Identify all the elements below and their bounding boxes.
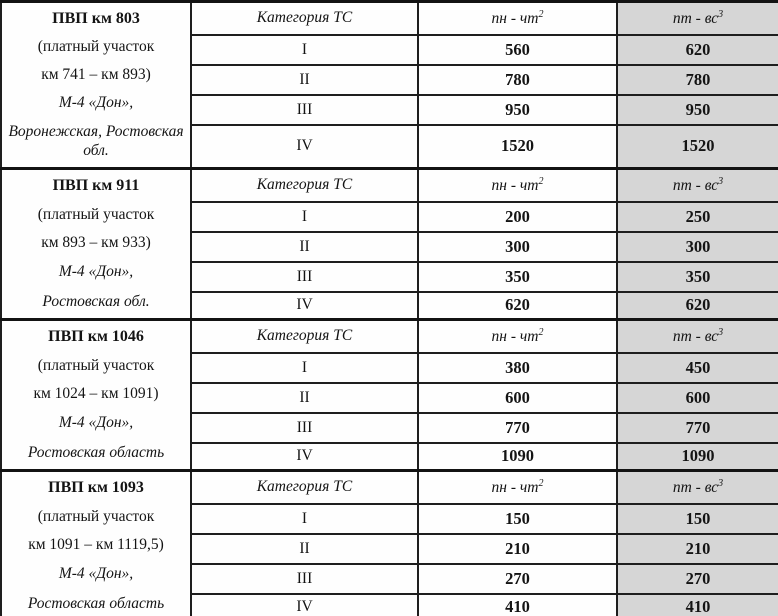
category-cell: II <box>191 534 418 564</box>
toll-plaza-subtitle: (платный участок <box>37 507 155 525</box>
weekday-rate-cell: 200 <box>418 202 617 232</box>
toll-plaza-info-cell <box>1 169 191 320</box>
weekend-rate-cell: 770 <box>617 413 778 443</box>
category-header-cell: Категория ТС <box>191 471 418 504</box>
toll-plaza-km-range: км 893 – км 933) <box>41 234 151 252</box>
toll-plaza-km-range: км 1024 – км 1091) <box>33 385 159 403</box>
category-cell: I <box>191 35 418 65</box>
section-pvp-km-1046 <box>1 320 778 471</box>
category-cell: IV <box>191 594 418 616</box>
toll-plaza-region: Ростовская область <box>27 594 165 612</box>
category-cell: I <box>191 353 418 383</box>
category-cell: I <box>191 504 418 534</box>
weekday-rate-cell: 1520 <box>418 125 617 169</box>
weekday-rate-cell: 600 <box>418 383 617 413</box>
weekday-header-cell: пн - $чт^2$ <box>418 320 617 353</box>
toll-plaza-road: М-4 «Дон», <box>58 94 134 111</box>
category-cell: III <box>191 95 418 125</box>
weekend-header-cell: пт - $вс^3$ <box>617 169 778 202</box>
table-row <box>1 169 778 202</box>
weekday-rate-cell: 150 <box>418 504 617 534</box>
weekday-header-cell: пн - $чт^2$ <box>418 169 617 202</box>
category-cell: III <box>191 413 418 443</box>
category-cell: III <box>191 262 418 292</box>
toll-plaza-info-cell <box>1 471 191 616</box>
table-row <box>1 471 778 504</box>
category-cell: IV <box>191 292 418 320</box>
category-header-cell: Категория ТС <box>191 2 418 35</box>
weekend-header-cell: пт - $вс^3$ <box>617 471 778 504</box>
weekend-rate-cell: 450 <box>617 353 778 383</box>
toll-plaza-km-range: км 1091 – км 1119,5) <box>28 536 164 554</box>
weekend-rate-cell: 270 <box>617 564 778 594</box>
toll-plaza-road: М-4 «Дон», <box>58 414 134 432</box>
weekday-rate-cell: 210 <box>418 534 617 564</box>
toll-plaza-title: ПВП км 1093 <box>48 479 144 497</box>
weekday-rate-cell: 770 <box>418 413 617 443</box>
weekend-rate-cell: 620 <box>617 292 778 320</box>
weekday-rate-cell: 780 <box>418 65 617 95</box>
toll-plaza-subtitle: (платный участок <box>37 38 155 55</box>
category-cell: II <box>191 232 418 262</box>
weekday-rate-cell: 620 <box>418 292 617 320</box>
weekend-rate-cell: 780 <box>617 65 778 95</box>
section-pvp-km-911 <box>1 169 778 320</box>
weekday-rate-cell: 560 <box>418 35 617 65</box>
toll-plaza-subtitle: (платный участок <box>37 205 155 223</box>
toll-plaza-road: М-4 «Дон», <box>58 565 134 583</box>
weekend-rate-cell: 150 <box>617 504 778 534</box>
weekend-header-cell: пт - $вс^3$ <box>617 320 778 353</box>
table-row <box>1 320 778 353</box>
weekend-rate-cell: 300 <box>617 232 778 262</box>
weekend-rate-cell: 250 <box>617 202 778 232</box>
category-cell: II <box>191 65 418 95</box>
toll-plaza-km-range: км 741 – км 893) <box>41 66 151 83</box>
toll-plaza-road: М-4 «Дон», <box>58 263 134 281</box>
weekend-rate-cell: 950 <box>617 95 778 125</box>
weekday-rate-cell: 950 <box>418 95 617 125</box>
toll-plaza-title: ПВП км 911 <box>52 177 140 195</box>
toll-plaza-title: ПВП км 1046 <box>48 328 144 346</box>
weekend-rate-cell: 210 <box>617 534 778 564</box>
category-header-cell: Категория ТС <box>191 320 418 353</box>
section-pvp-km-803 <box>1 2 778 169</box>
category-cell: IV <box>191 443 418 471</box>
table-row <box>1 2 778 35</box>
weekday-rate-cell: 410 <box>418 594 617 616</box>
weekday-rate-cell: 380 <box>418 353 617 383</box>
weekend-rate-cell: 350 <box>617 262 778 292</box>
weekday-rate-cell: 350 <box>418 262 617 292</box>
weekday-header-cell: пн - $чт^2$ <box>418 471 617 504</box>
toll-plaza-region: Воронежская, Ростовская обл. <box>8 123 184 159</box>
weekday-rate-cell: 1090 <box>418 443 617 471</box>
toll-plaza-info-cell <box>1 320 191 471</box>
weekday-rate-cell: 270 <box>418 564 617 594</box>
section-pvp-km-1093 <box>1 471 778 616</box>
category-cell: IV <box>191 125 418 169</box>
weekend-header-cell: пт - $вс^3$ <box>617 2 778 35</box>
toll-plaza-info-cell <box>1 2 191 169</box>
weekend-rate-cell: 1520 <box>617 125 778 169</box>
toll-plaza-region: Ростовская обл. <box>42 292 150 310</box>
category-cell: II <box>191 383 418 413</box>
weekday-header-cell: пн - $чт^2$ <box>418 2 617 35</box>
weekday-rate-cell: 300 <box>418 232 617 262</box>
toll-plaza-region: Ростовская область <box>27 443 165 461</box>
category-header-cell: Категория ТС <box>191 169 418 202</box>
weekend-rate-cell: 600 <box>617 383 778 413</box>
toll-plaza-title: ПВП км 803 <box>52 10 140 27</box>
weekend-rate-cell: 620 <box>617 35 778 65</box>
toll-plaza-subtitle: (платный участок <box>37 356 155 374</box>
category-cell: III <box>191 564 418 594</box>
category-cell: I <box>191 202 418 232</box>
weekend-rate-cell: 410 <box>617 594 778 616</box>
weekend-rate-cell: 1090 <box>617 443 778 471</box>
